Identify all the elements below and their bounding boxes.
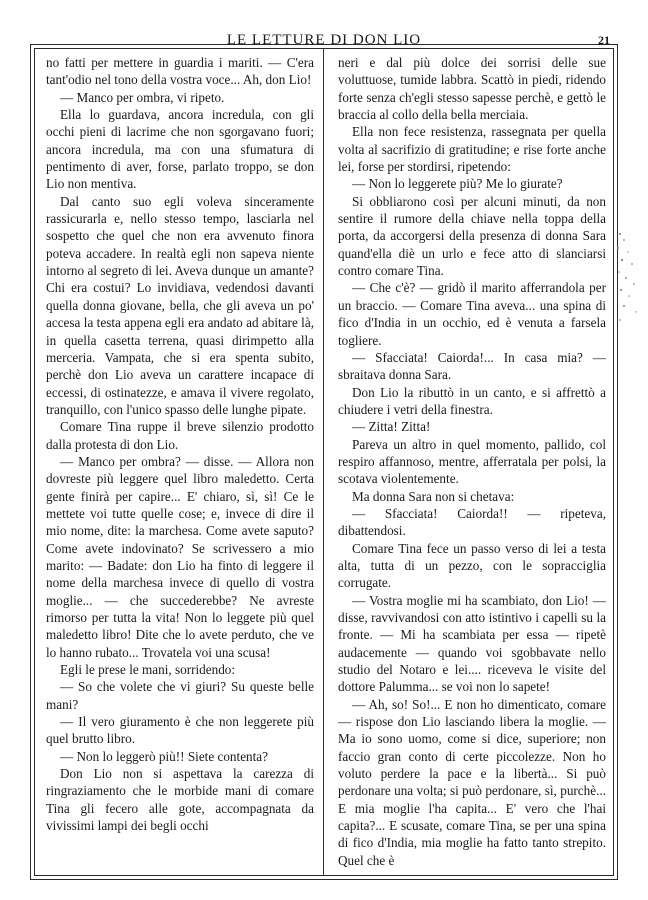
paragraph: Ella non fece resistenza, rassegnata per quella volta al sacrifizio di gratitudine; e rise forte anche lei, forse per stordirsi, ripetendo:: [338, 124, 606, 175]
paragraph: — Vostra moglie mi ha scambiato, don Lio! — disse, ravvivandosi con atto istintivo i capelli su la fronte. — Mi ha scambiata per essa — ripetè audacemente — quando voi sgobbavate nello studio del Notaro e lei.... riceveva le visite del dottore Palumma... se voi non lo sapete!: [338, 592, 606, 695]
paragraph: Ma donna Sara non si chetava:: [352, 488, 515, 504]
paragraph: Egli le prese le mani, sorridendo:: [60, 662, 236, 678]
paragraph: — Manco per ombra? — disse. — Allora non dovreste più leggere quel libro maledetto. Certa gente finirà per capire... E' chiaro, sì, sì! Ce le mettete voi tutte quelle cose; e, invece di dire il mio nome, dite: la marchesa. Come avete saputo? Come avete indovinato? Se scrivessero a mio marito: — Badate: don Lio ha finto di leggere il nome della marchesa invece di quello di vostra moglie... — che succederebbe? Ne avreste rimorso per tutta la vita! Non lo leggete più quel maledetto libro! Dite che lo avete perduto, che ve lo hanno rubato... Trovatela voi una scusa!: [46, 453, 314, 660]
paragraph: Si obbliarono così per alcuni minuti, da non sentire il rumore della chiave nella toppa della porta, da accorgersi della presenza di donna Sara quand'ella diè un urlo e fece atto di slanciarsi contro comare Tina.: [338, 193, 606, 279]
paragraph: Don Lio non si aspettava la carezza di ringraziamento che le morbide mani di comare Tina gli fecero alle gote, accompagnata da vivissimi lampi dei begli occhi: [46, 766, 314, 834]
paragraph: Don Lio la ributtò in un canto, e si affrettò a chiudere i vetri della finestra.: [338, 384, 606, 417]
paragraph: — Non lo leggerete più? Me lo giurate?: [352, 176, 563, 192]
paragraph: neri e dal più dolce dei sorrisi delle sue voluttuose, tumide labbra. Scattò in piedi, ridendo forte senza ch'egli stesso sapesse perchè, e gettò le braccia al collo della bella merciaia.: [338, 55, 606, 123]
paragraph: — Zitta! Zitta!: [352, 419, 431, 435]
paragraph: Comare Tina fece un passo verso di lei a testa alta, tutta di un pezzo, con le sopracciglia corrugate.: [338, 540, 606, 591]
paragraph: — Il vero giuramento è che non leggerete più quel brutto libro.: [46, 714, 314, 747]
paragraph: — Manco per ombra, vi ripeto.: [60, 89, 225, 105]
paragraph: Ella lo guardava, ancora incredula, con gli occhi pieni di lacrime che non sgorgavano fuori; ancora incredula, ma con una sfumatura di pentimento di aver, forse, parlato troppo, se don Lio non mentiva.: [46, 107, 314, 192]
paragraph: — Sfacciata! Caiorda!! — ripeteva, dibattendosi.: [338, 505, 606, 539]
column-divider: [323, 48, 324, 876]
paragraph: Pareva un altro in quel momento, pallido, col respiro affannoso, mentre, afferratala per polsi, la scotava violentemente.: [338, 436, 606, 487]
paragraph: — Che c'è? — gridò il marito afferrandola per un braccio. — Comare Tina aveva... una spina di fico d'India in un occhio, ed è venuta a farsela togliere.: [338, 280, 606, 348]
right-column: [338, 54, 606, 869]
running-title: LE LETTURE DI DON LIO: [226, 32, 422, 48]
margin-smudge-marks: [614, 226, 644, 336]
page-number: 21: [598, 33, 610, 47]
book-page: [34, 24, 614, 876]
paragraph: — So che volete che vi giuri? Su queste belle mani?: [46, 679, 314, 712]
paragraph: — Ah, so! So!... E non ho dimenticato, comare — rispose don Lio lasciando libera la moglie. — Ma io sono uomo, come si dice, superiore; non faccio gran conto di certe piccolezze. Non ho voluto perdere la pace e la libertà... Si può perdonare una volta; si può perdonare, sì, purchè... E mia moglie l'ha capita... E' vero che l'hai capita?... E scusate, comare Tina, se per una spina di fico d'India, mia moglie ha fatto tanto strepito. Quel che è: [338, 696, 606, 868]
left-column: [46, 54, 314, 834]
paragraph: Dal canto suo egli voleva sinceramente rassicurarla e, nello stesso tempo, lasciarla nel sospetto che quel che non era avvenuto finora poteva accadere. In realtà egli non sapeva niente intorno al segreto di lei. Aveva dunque un amante? Chi era costui? Lo invidiava, vedendosi davanti quella donna giovane, bella, che gli aveva un po' accesa la testa appena egli era andato ad abitare là, in quella casetta terrena, quasi dirimpetto alla merceria. Vampata, che si era spenta subito, perchè don Lio aveva un carattere incapace di eccessi, di ostinatezze, e amava il vivere regolato, tranquillo, con l'unico spasso delle lunghe pipate.: [46, 193, 314, 417]
paragraph: — Non lo leggerò più!! Siete contenta?: [60, 748, 269, 764]
paragraph: — Sfacciata! Caiorda!... In casa mia? — sbraitava donna Sara.: [338, 349, 606, 383]
paragraph: Comare Tina ruppe il breve silenzio prodotto dalla protesta di don Lio.: [46, 419, 314, 452]
paragraph: no fatti per mettere in guardia i mariti. — C'era tant'odio nel tono della vostra voce... Ah, don Lio!: [46, 55, 314, 88]
